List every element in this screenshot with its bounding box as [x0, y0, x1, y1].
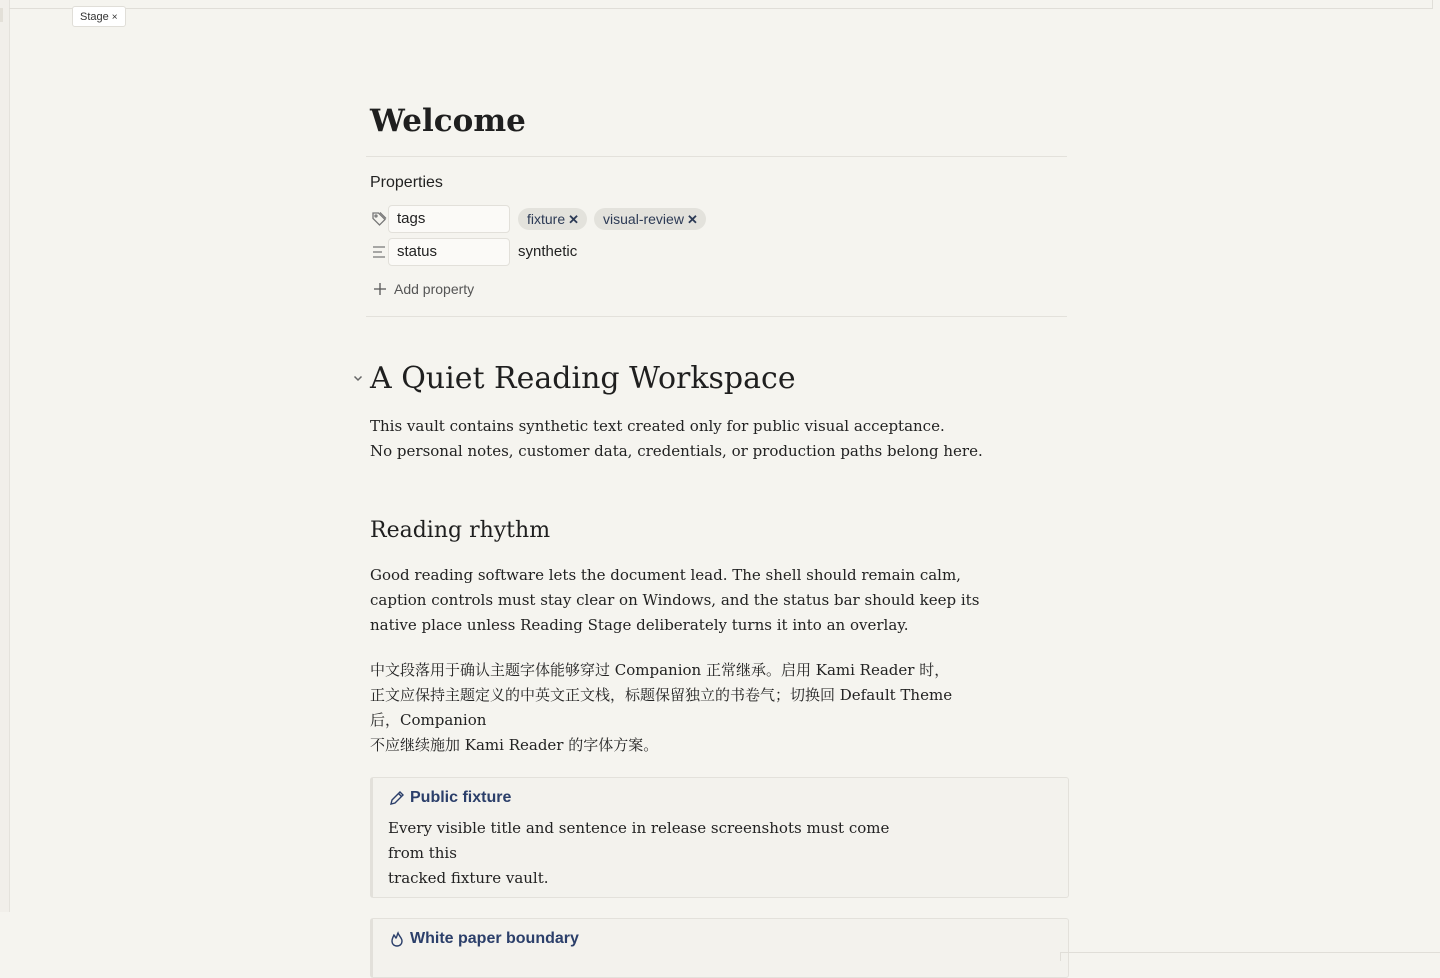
- pencil-icon: [388, 789, 406, 807]
- properties-heading[interactable]: Properties: [370, 174, 443, 191]
- property-row-status: [366, 238, 1070, 266]
- close-icon[interactable]: ✕: [686, 212, 698, 227]
- tag-pill-label: fixture: [527, 211, 566, 227]
- callout-body: [388, 816, 928, 891]
- property-key-tags[interactable]: tags: [388, 205, 510, 233]
- chevron-down-icon[interactable]: [352, 372, 364, 384]
- add-property-button[interactable]: [372, 279, 474, 299]
- left-ribbon: [0, 0, 10, 912]
- property-row-tags: [366, 205, 1070, 233]
- divider: [366, 156, 1067, 157]
- property-key-status[interactable]: status: [388, 238, 510, 266]
- divider: [366, 316, 1067, 317]
- callout-line: tracked fixture vault.: [388, 869, 549, 887]
- tag-icon: [370, 210, 388, 228]
- text-lines-icon: [370, 243, 388, 261]
- callout-white-paper-boundary[interactable]: [370, 918, 1069, 978]
- heading-reading-rhythm: Reading rhythm: [370, 518, 551, 543]
- paragraph-line: Good reading software lets the document lead. The shell should remain calm,: [370, 566, 961, 584]
- callout-title: [388, 789, 511, 807]
- paragraph-line: 正文应保持主题定义的中英文正文栈，标题保留独立的书卷气；切换回 Default Theme: [370, 686, 953, 704]
- chinese-paragraph: [370, 658, 1010, 758]
- reading-stage-chip[interactable]: [72, 6, 126, 27]
- add-property-label: Add property: [394, 281, 475, 297]
- property-value-status[interactable]: synthetic: [518, 243, 578, 260]
- paragraph-line: No personal notes, customer data, credentials, or production paths belong here.: [370, 442, 983, 460]
- stage-chip-close-icon[interactable]: ×: [111, 12, 118, 23]
- paragraph-line: 后，Companion: [370, 711, 487, 729]
- callout-title: [388, 930, 579, 948]
- callout-title-text: Public fixture: [410, 789, 512, 806]
- tab-strip: [9, 0, 1433, 9]
- flame-icon: [388, 930, 406, 948]
- callout-public-fixture[interactable]: [370, 777, 1069, 898]
- heading-quiet-reading-workspace: A Quiet Reading Workspace: [370, 361, 796, 396]
- note-title[interactable]: Welcome: [370, 103, 526, 139]
- paragraph-line: 不应继续施加 Kami Reader 的字体方案。: [370, 736, 659, 754]
- tag-pill-fixture[interactable]: [518, 208, 587, 230]
- paragraph-line: caption controls must stay clear on Windows, and the status bar should keep its: [370, 591, 980, 609]
- tag-pill-label: visual-review: [603, 211, 684, 227]
- paragraph-line: 中文段落用于确认主题字体能够穿过 Companion 正常继承。启用 Kami Reader 时，: [370, 661, 950, 679]
- rhythm-paragraph: [370, 563, 990, 638]
- plus-icon: [372, 281, 388, 297]
- tag-pill-visual-review[interactable]: [594, 208, 706, 230]
- ribbon-handle[interactable]: [0, 8, 3, 22]
- paragraph-line: This vault contains synthetic text created only for public visual acceptance.: [370, 417, 945, 435]
- paragraph-line: native place unless Reading Stage deliberately turns it into an overlay.: [370, 616, 909, 634]
- tags-value-list: [518, 208, 706, 230]
- callout-title-text: White paper boundary: [410, 930, 579, 947]
- callout-line: Every visible title and sentence in release screenshots must come from this: [388, 819, 890, 862]
- stage-chip-label: Stage: [80, 11, 109, 23]
- intro-paragraph: [370, 414, 990, 464]
- close-icon[interactable]: ✕: [568, 212, 580, 227]
